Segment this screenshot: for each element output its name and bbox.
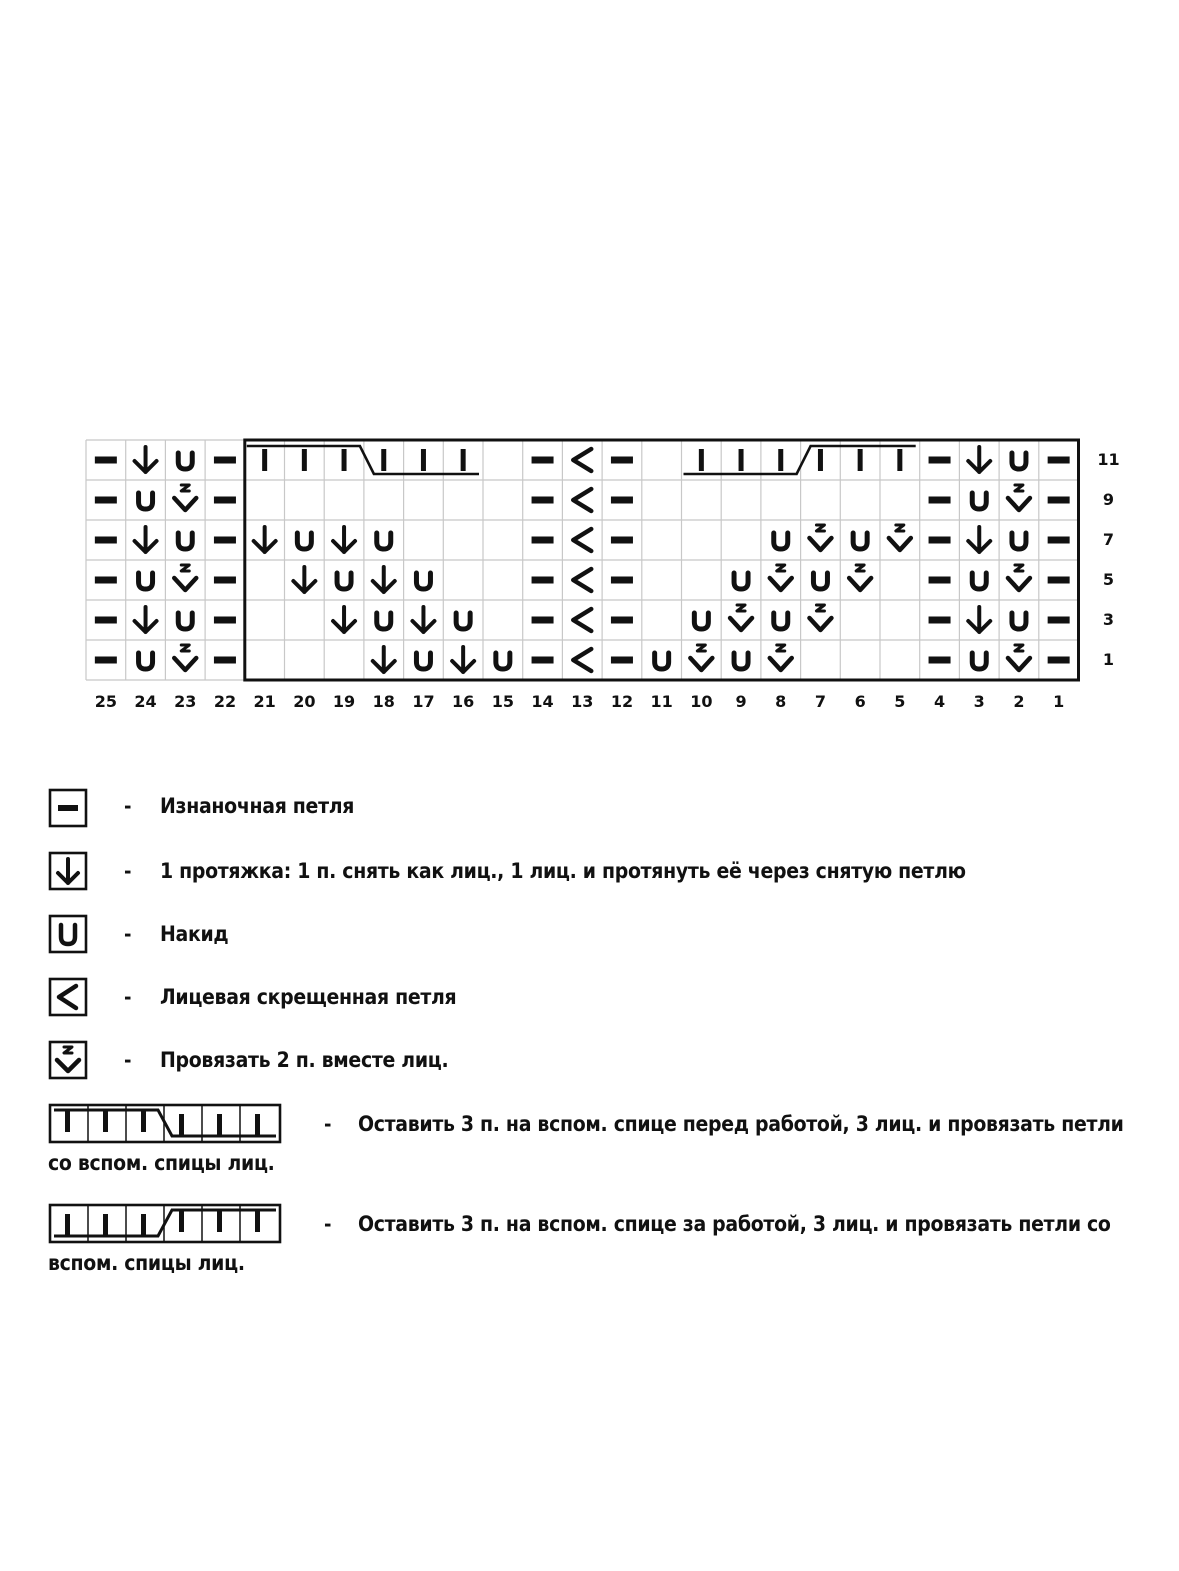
twisted-knit-icon bbox=[48, 977, 88, 1017]
k2tog-icon bbox=[1008, 565, 1030, 590]
column-number: 21 bbox=[253, 692, 276, 711]
k2tog-icon bbox=[174, 645, 196, 670]
slip-arrow-icon bbox=[254, 527, 276, 552]
yarn-over-icon bbox=[813, 573, 827, 589]
twisted-knit-icon bbox=[573, 529, 591, 551]
slip-arrow-icon bbox=[412, 607, 434, 632]
purl-icon bbox=[95, 497, 117, 504]
column-number: 24 bbox=[134, 692, 157, 711]
purl-icon bbox=[48, 788, 88, 828]
column-number: 9 bbox=[735, 692, 747, 711]
twisted-knit-icon bbox=[573, 449, 591, 471]
cable-stitch-icon bbox=[818, 449, 823, 471]
legend-text-cable-right-wrap: со вспом. спицы лиц. bbox=[48, 1151, 275, 1175]
knitting-chart bbox=[0, 0, 1179, 720]
column-number: 1 bbox=[1053, 692, 1065, 711]
column-number: 4 bbox=[933, 692, 946, 711]
slip-arrow-icon bbox=[135, 607, 157, 632]
cable-stitch-icon bbox=[778, 449, 783, 471]
k2tog-icon bbox=[809, 525, 831, 550]
purl-icon bbox=[611, 617, 633, 624]
purl-icon bbox=[214, 457, 236, 464]
purl-icon bbox=[1048, 457, 1070, 464]
purl-icon bbox=[929, 537, 951, 544]
yarn-over-icon bbox=[139, 573, 153, 589]
yarn-over-icon bbox=[377, 533, 391, 549]
yarn-over-icon bbox=[377, 613, 391, 629]
k2tog-icon bbox=[770, 645, 792, 670]
purl-icon bbox=[611, 537, 633, 544]
purl-icon bbox=[214, 577, 236, 584]
cable-stitch-icon bbox=[381, 449, 386, 471]
yarn-over-icon bbox=[853, 533, 867, 549]
row-number: 1 bbox=[1102, 650, 1115, 669]
column-number: 16 bbox=[452, 692, 475, 711]
legend-item-yarn-over bbox=[48, 914, 1148, 954]
cable-stitch-icon bbox=[461, 449, 466, 471]
purl-icon bbox=[532, 537, 554, 544]
yarn-over-icon bbox=[774, 533, 788, 549]
yarn-over-icon bbox=[655, 653, 669, 669]
legend-text-slip: 1 протяжка: 1 п. снять как лиц., 1 лиц. и протянуть её через снятую петлю bbox=[160, 859, 966, 883]
slip-arrow-icon bbox=[333, 607, 355, 632]
cable-stitch-icon bbox=[897, 449, 902, 471]
column-number: 6 bbox=[854, 692, 866, 711]
k2tog-icon bbox=[889, 525, 911, 550]
purl-icon bbox=[95, 537, 117, 544]
slip-arrow-icon bbox=[968, 447, 990, 472]
cable-right-line bbox=[247, 446, 479, 474]
row-number: 11 bbox=[1097, 450, 1120, 469]
purl-icon bbox=[532, 617, 554, 624]
purl-icon bbox=[1048, 657, 1070, 664]
cable-stitch-icon bbox=[421, 449, 426, 471]
k2tog-icon bbox=[174, 485, 196, 510]
column-number: 19 bbox=[332, 692, 356, 711]
purl-icon bbox=[611, 457, 633, 464]
yarn-over-icon bbox=[178, 613, 192, 629]
purl-icon bbox=[532, 657, 554, 664]
legend-item-k2tog bbox=[48, 1040, 1148, 1080]
purl-icon bbox=[1048, 617, 1070, 624]
slip-arrow-icon bbox=[135, 527, 157, 552]
purl-icon bbox=[611, 577, 633, 584]
purl-icon bbox=[95, 617, 117, 624]
purl-icon bbox=[1048, 537, 1070, 544]
yarn-over-icon bbox=[1012, 533, 1026, 549]
yarn-over-icon bbox=[178, 453, 192, 469]
cable-stitch-icon bbox=[699, 449, 704, 471]
column-number: 2 bbox=[1013, 692, 1025, 711]
purl-icon bbox=[1048, 497, 1070, 504]
twisted-knit-icon bbox=[573, 569, 591, 591]
legend-text-cable-left-wrap: вспом. спицы лиц. bbox=[48, 1251, 245, 1275]
twisted-knit-icon bbox=[573, 649, 591, 671]
purl-icon bbox=[214, 617, 236, 624]
column-number: 20 bbox=[293, 692, 316, 711]
column-number: 14 bbox=[531, 692, 554, 711]
purl-icon bbox=[532, 577, 554, 584]
column-number: 17 bbox=[412, 692, 435, 711]
yarn-over-icon bbox=[972, 493, 986, 509]
legend-item-cable-right bbox=[48, 1103, 1148, 1183]
k2tog-icon bbox=[48, 1040, 88, 1080]
purl-icon bbox=[929, 657, 951, 664]
cable-right-icon bbox=[48, 1103, 284, 1145]
column-number: 25 bbox=[94, 692, 117, 711]
legend-dash: - bbox=[124, 859, 132, 883]
yarn-over-icon bbox=[297, 533, 311, 549]
slip-arrow-icon bbox=[968, 527, 990, 552]
column-number: 3 bbox=[973, 692, 985, 711]
legend-text-k2tog: Провязать 2 п. вместе лиц. bbox=[160, 1048, 449, 1072]
cable-stitch-icon bbox=[342, 449, 347, 471]
slip-arrow-icon bbox=[373, 647, 395, 672]
purl-icon bbox=[214, 537, 236, 544]
column-number: 11 bbox=[650, 692, 673, 711]
purl-icon bbox=[929, 497, 951, 504]
purl-icon bbox=[611, 657, 633, 664]
purl-icon bbox=[532, 497, 554, 504]
column-number: 10 bbox=[690, 692, 713, 711]
cable-stitch-icon bbox=[262, 449, 267, 471]
purl-icon bbox=[532, 457, 554, 464]
yarn-over-icon bbox=[972, 653, 986, 669]
column-number: 23 bbox=[174, 692, 197, 711]
legend-text-yarn-over: Накид bbox=[160, 922, 229, 946]
cable-left-icon bbox=[48, 1203, 284, 1245]
column-number: 7 bbox=[814, 692, 827, 711]
yarn-over-icon bbox=[456, 613, 470, 629]
row-number: 7 bbox=[1102, 530, 1115, 549]
k2tog-icon bbox=[174, 565, 196, 590]
slip-arrow-icon bbox=[48, 851, 88, 891]
purl-icon bbox=[95, 657, 117, 664]
purl-icon bbox=[95, 457, 117, 464]
row-number: 9 bbox=[1102, 490, 1115, 509]
slip-arrow-icon bbox=[333, 527, 355, 552]
column-number: 5 bbox=[894, 692, 906, 711]
legend-item-cable-left bbox=[48, 1203, 1148, 1283]
k2tog-icon bbox=[849, 565, 871, 590]
cable-left-line bbox=[684, 446, 916, 474]
twisted-knit-icon bbox=[573, 609, 591, 631]
legend-text-twisted: Лицевая скрещенная петля bbox=[160, 985, 457, 1009]
yarn-over-icon bbox=[1012, 453, 1026, 469]
yarn-over-icon bbox=[774, 613, 788, 629]
legend-text-cable-right: Оставить 3 п. на вспом. спице перед работой, 3 лиц. и провязать петли bbox=[358, 1112, 1124, 1136]
legend-dash: - bbox=[124, 1048, 132, 1072]
k2tog-icon bbox=[809, 605, 831, 630]
twisted-knit-icon bbox=[573, 489, 591, 511]
yarn-over-icon bbox=[1012, 613, 1026, 629]
row-number: 5 bbox=[1102, 570, 1115, 589]
yarn-over-icon bbox=[48, 914, 88, 954]
k2tog-icon bbox=[1008, 645, 1030, 670]
slip-arrow-icon bbox=[135, 447, 157, 472]
legend-text-cable-left: Оставить 3 п. на вспом. спице за работой, 3 лиц. и провязать петли со bbox=[358, 1212, 1111, 1236]
legend-dash: - bbox=[324, 1112, 332, 1136]
legend-dash: - bbox=[324, 1212, 332, 1236]
yarn-over-icon bbox=[139, 653, 153, 669]
slip-arrow-icon bbox=[293, 567, 315, 592]
slip-arrow-icon bbox=[373, 567, 395, 592]
yarn-over-icon bbox=[416, 573, 430, 589]
purl-icon bbox=[1048, 577, 1070, 584]
legend-item-purl bbox=[48, 788, 1148, 828]
yarn-over-icon bbox=[496, 653, 510, 669]
column-number: 18 bbox=[372, 692, 395, 711]
yarn-over-icon bbox=[139, 493, 153, 509]
legend-item-slip bbox=[48, 851, 1148, 891]
row-number: 3 bbox=[1102, 610, 1115, 629]
slip-arrow-icon bbox=[452, 647, 474, 672]
column-number: 8 bbox=[775, 692, 787, 711]
legend-dash: - bbox=[124, 985, 132, 1009]
slip-arrow-icon bbox=[968, 607, 990, 632]
k2tog-icon bbox=[730, 605, 752, 630]
purl-icon bbox=[929, 577, 951, 584]
yarn-over-icon bbox=[972, 573, 986, 589]
k2tog-icon bbox=[1008, 485, 1030, 510]
k2tog-icon bbox=[690, 645, 712, 670]
column-number: 13 bbox=[571, 692, 594, 711]
yarn-over-icon bbox=[416, 653, 430, 669]
cable-stitch-icon bbox=[302, 449, 307, 471]
purl-icon bbox=[929, 617, 951, 624]
column-number: 12 bbox=[610, 692, 634, 711]
yarn-over-icon bbox=[734, 653, 748, 669]
yarn-over-icon bbox=[694, 613, 708, 629]
purl-icon bbox=[929, 457, 951, 464]
cable-stitch-icon bbox=[858, 449, 863, 471]
yarn-over-icon bbox=[734, 573, 748, 589]
yarn-over-icon bbox=[337, 573, 351, 589]
column-number: 22 bbox=[213, 692, 237, 711]
legend-dash: - bbox=[124, 794, 132, 818]
cable-stitch-icon bbox=[739, 449, 744, 471]
legend-item-twisted bbox=[48, 977, 1148, 1017]
purl-icon bbox=[95, 577, 117, 584]
purl-icon bbox=[611, 497, 633, 504]
legend-text-purl: Изнаночная петля bbox=[160, 794, 355, 818]
purl-icon bbox=[214, 497, 236, 504]
yarn-over-icon bbox=[178, 533, 192, 549]
legend-dash: - bbox=[124, 922, 132, 946]
k2tog-icon bbox=[770, 565, 792, 590]
column-number: 15 bbox=[491, 692, 514, 711]
purl-icon bbox=[214, 657, 236, 664]
